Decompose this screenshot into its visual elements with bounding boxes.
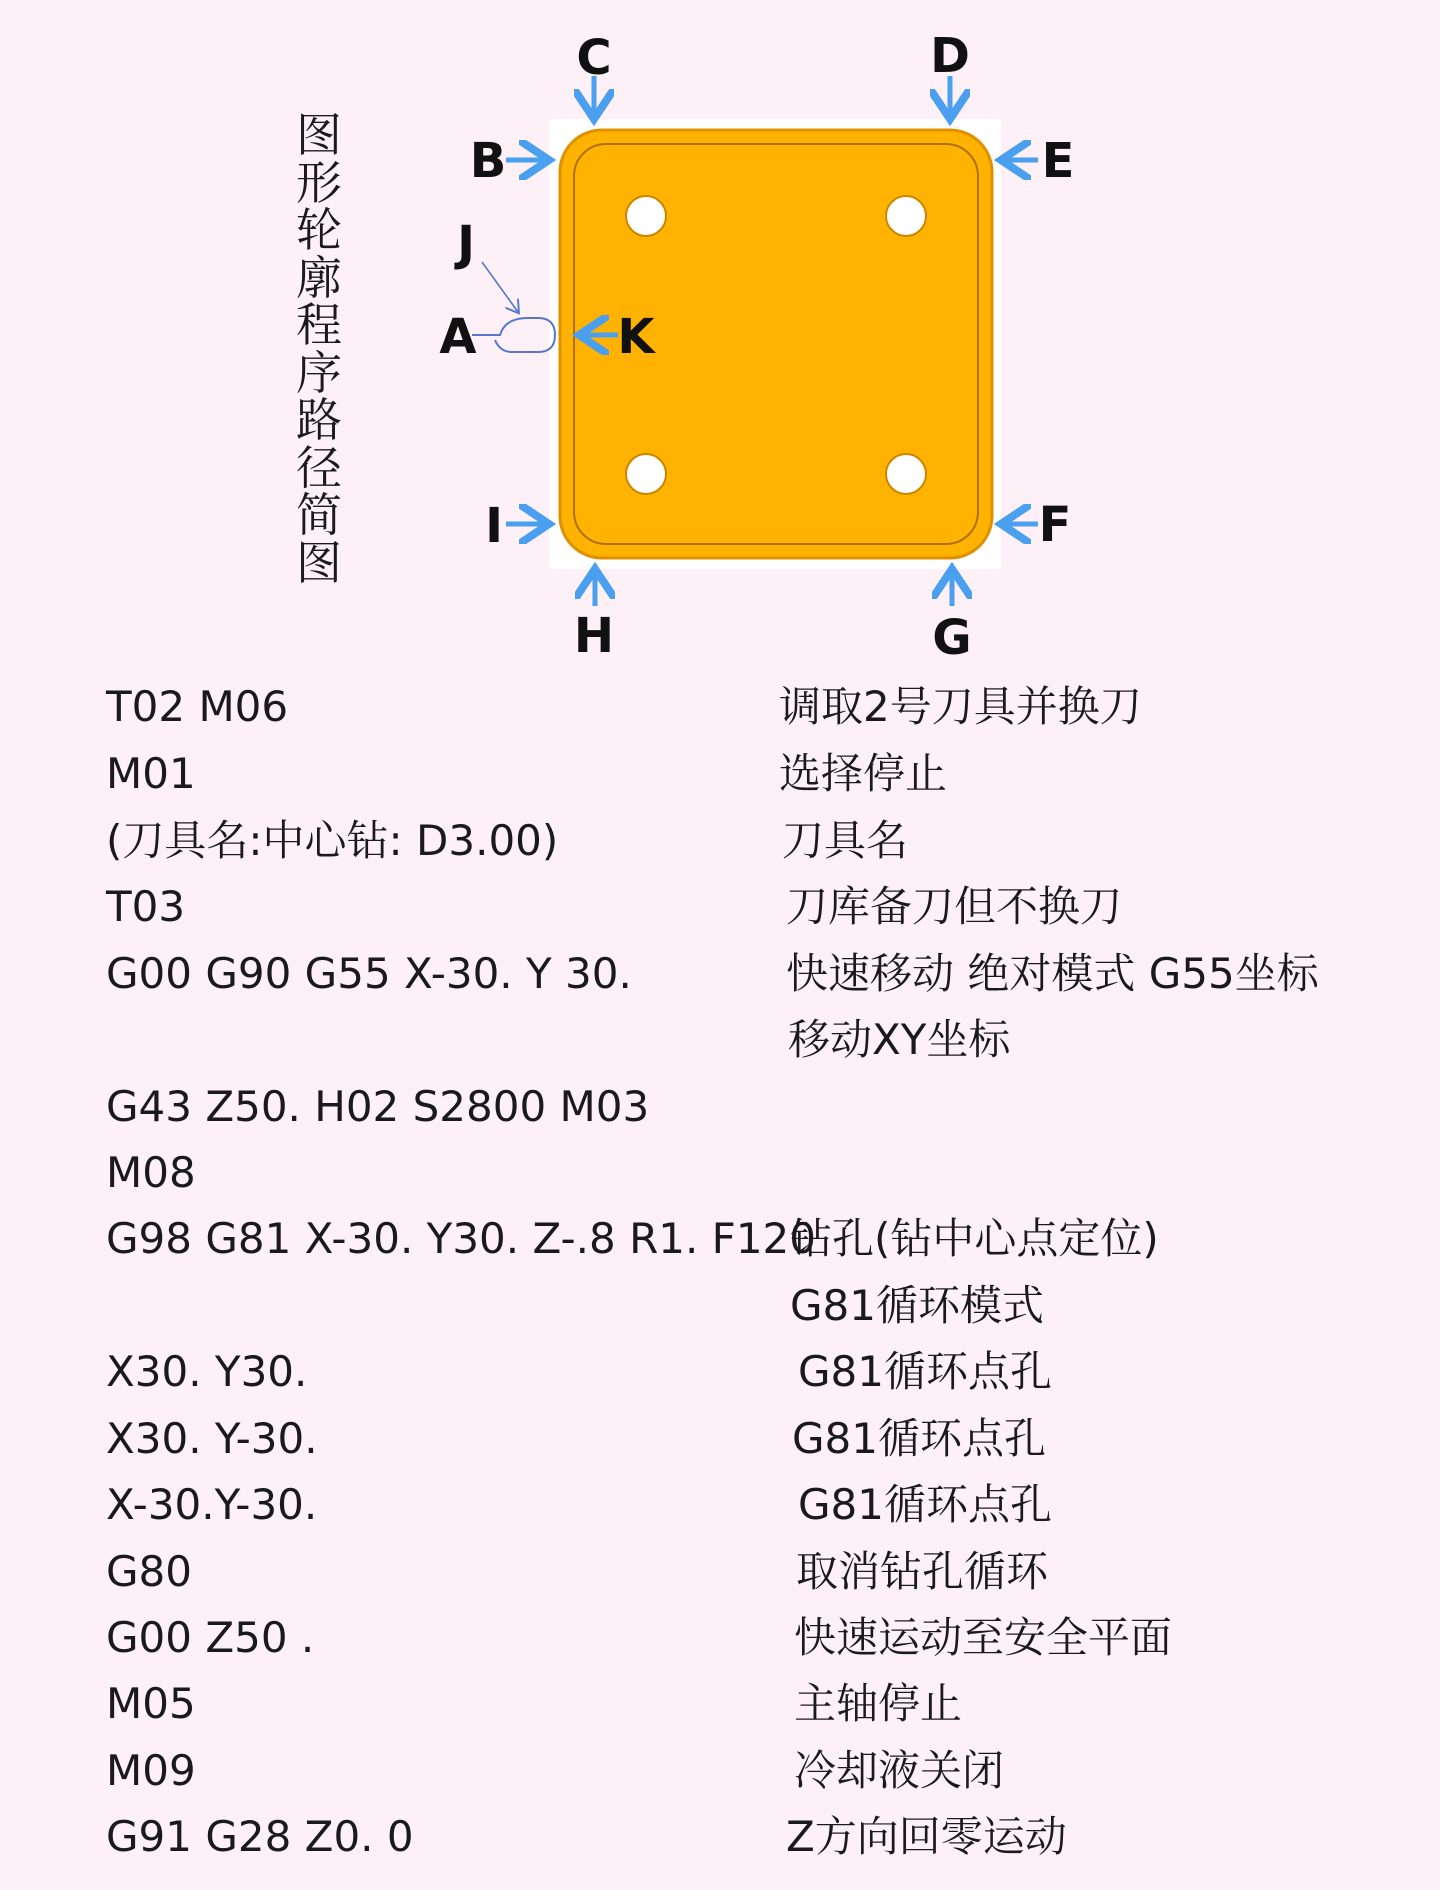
label-i: I: [485, 498, 503, 554]
label-b: B: [469, 133, 507, 189]
code-comment: 主轴停止: [794, 1679, 963, 1728]
code-comment: 刀库备刀但不换刀: [786, 882, 1123, 931]
code-line: G43 Z50. H02 S2800 M03: [106, 1082, 650, 1131]
code-comment: 选择停止: [779, 749, 948, 798]
label-d: D: [930, 28, 970, 84]
code-comment: 移动XY坐标: [788, 1015, 1011, 1064]
code-comment: 调取2号刀具并换刀: [779, 682, 1142, 731]
toolpath-diagram: [0, 0, 1440, 660]
approach-path: [472, 318, 555, 352]
code-comment: 快速移动 绝对模式 G55坐标: [786, 949, 1319, 998]
code-line: (刀具名:中心钻: D3.00): [106, 816, 559, 865]
label-c: C: [576, 30, 612, 86]
code-line: T03: [106, 882, 186, 931]
code-line: X30. Y-30.: [106, 1414, 318, 1463]
code-comment: G81循环点孔: [798, 1347, 1052, 1396]
code-line: X30. Y30.: [106, 1347, 308, 1396]
code-line: M08: [106, 1148, 196, 1197]
code-comment: 快速运动至安全平面: [794, 1613, 1173, 1662]
arrow-j: [482, 262, 518, 312]
code-comment: Z方向回零运动: [786, 1812, 1067, 1861]
code-comment: 取消钻孔循环: [796, 1547, 1049, 1596]
code-line: X-30.Y-30.: [106, 1480, 318, 1529]
code-line: G98 G81 X-30. Y30. Z-.8 R1. F120: [106, 1214, 817, 1263]
code-comment: G81循环模式: [790, 1281, 1044, 1330]
hole-bottom-right: [886, 454, 926, 494]
label-e: E: [1041, 133, 1075, 189]
label-j: J: [457, 216, 475, 272]
code-comment: 刀具名: [782, 816, 909, 865]
code-line: G00 G90 G55 X-30. Y 30.: [106, 949, 632, 998]
code-comment: G81循环点孔: [798, 1480, 1052, 1529]
code-line: T02 M06: [106, 682, 289, 731]
code-line: G00 Z50 .: [106, 1613, 315, 1662]
diagram-title: 图形轮廓程序路径简图: [296, 108, 342, 590]
code-comment: 钻孔(钻中心点定位): [790, 1214, 1159, 1263]
code-line: M05: [106, 1679, 196, 1728]
label-a: A: [439, 309, 477, 365]
code-line: G91 G28 Z0. 0: [106, 1812, 414, 1861]
label-h: H: [573, 608, 615, 660]
code-line: M09: [106, 1746, 196, 1795]
code-comment: G81循环点孔: [792, 1414, 1046, 1463]
code-comment: 冷却液关闭: [794, 1746, 1005, 1795]
hole-bottom-left: [626, 454, 666, 494]
hole-top-left: [626, 196, 666, 236]
label-g: G: [932, 610, 972, 660]
label-k: K: [617, 309, 655, 365]
label-f: F: [1038, 497, 1072, 553]
hole-top-right: [886, 196, 926, 236]
code-line: G80: [106, 1547, 192, 1596]
code-line: M01: [106, 749, 196, 798]
